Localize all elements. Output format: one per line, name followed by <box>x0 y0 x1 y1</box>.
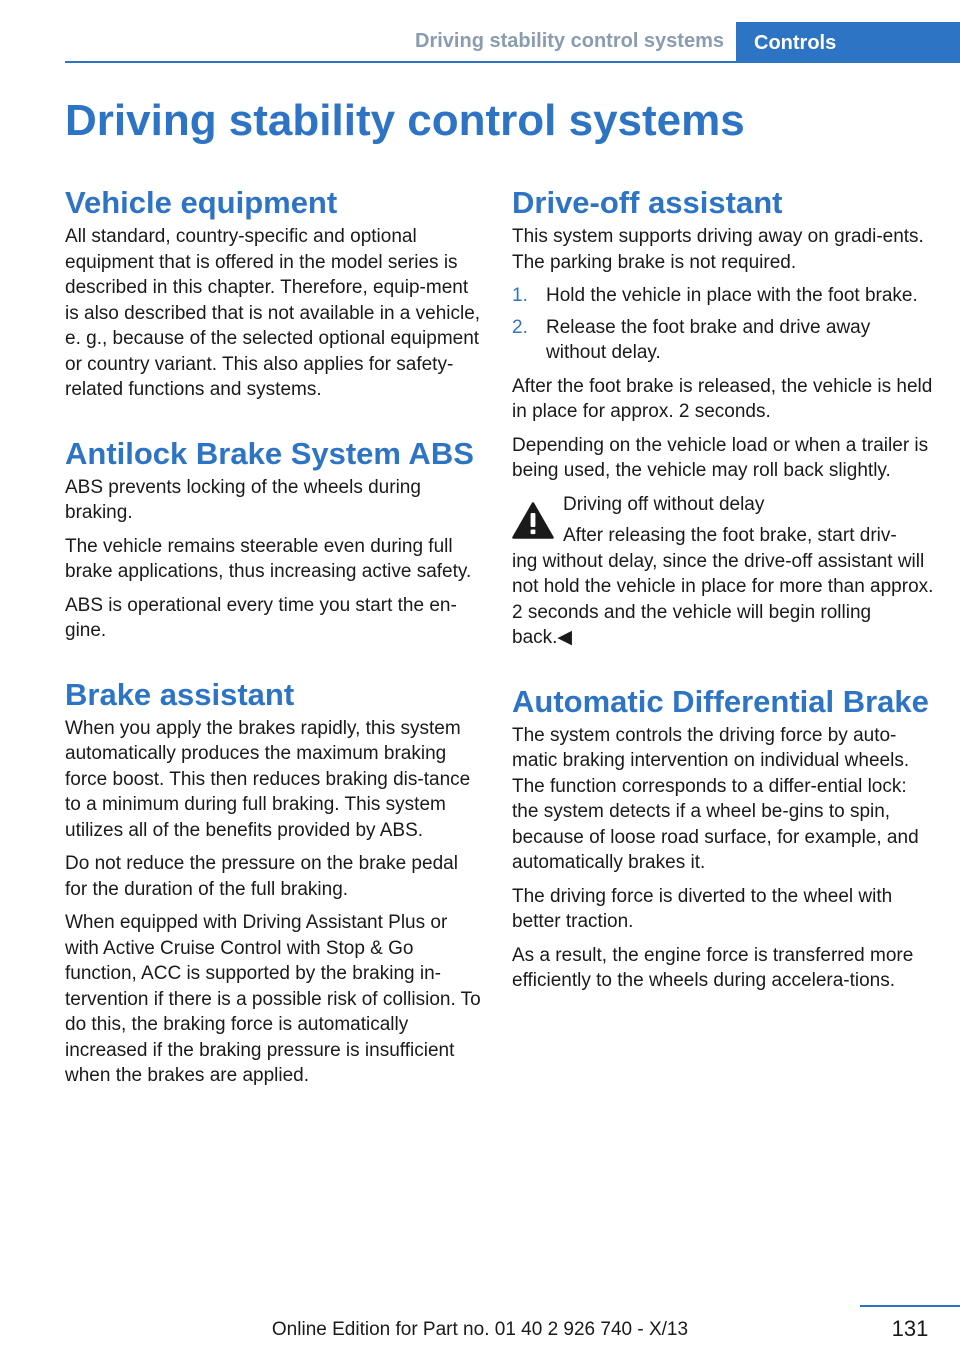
footer-rule <box>860 1305 960 1307</box>
list-item <box>512 283 934 309</box>
warning-text-first-line: After releasing the foot brake, start driv‐ <box>563 525 897 546</box>
heading-vehicle-equipment: Vehicle equipment <box>65 185 338 220</box>
warning-text: ing without delay, since the drive-off assistant will not hold the vehicle in place for more than approx. 2 seconds and the vehicle will begin rolling back.◀ <box>512 550 934 648</box>
section-brake-assistant <box>65 678 485 1089</box>
paragraph: Depending on the vehicle load or when a trailer is being used, the vehicle may roll back slightly. <box>512 434 929 481</box>
section-automatic-differential-brake <box>512 685 934 994</box>
step-number: 2. <box>512 316 528 338</box>
paragraph: This system supports driving away on gradi‐ents. The parking brake is not required. <box>512 226 924 273</box>
step-number: 1. <box>512 285 528 306</box>
running-header-section: Driving stability control systems <box>415 30 724 52</box>
left-column <box>65 186 485 1097</box>
running-header-chapter-tab: Controls <box>736 22 960 61</box>
paragraph: As a result, the engine force is transferred more efficiently to the wheels during accelera‐tions. <box>512 944 914 991</box>
section-vehicle-equipment <box>65 186 485 403</box>
header-rule <box>65 61 960 63</box>
step-text: Release the foot brake and drive away without delay. <box>546 316 871 363</box>
paragraph: The vehicle remains steerable even during full brake applications, thus increasing active safety. <box>65 535 472 582</box>
heading-brake-assistant: Brake assistant <box>65 676 295 712</box>
paragraph: When equipped with Driving Assistant Plus or with Active Cruise Control with Stop & Go function, ACC is supported by the braking in‐tervention if there is a possible risk of collision. To do this, the braking force is automatically increased if the braking pressure is insufficient when the brakes are applied. <box>65 912 481 1086</box>
paragraph: After the foot brake is released, the vehicle is held in place for approx. 2 seconds. <box>512 375 933 422</box>
paragraph: ABS prevents locking of the wheels during braking. <box>65 476 421 523</box>
paragraph: The driving force is diverted to the wheel with better traction. <box>512 885 893 932</box>
heading-automatic-differential-brake: Automatic Differential Brake <box>512 683 929 719</box>
paragraph: When you apply the brakes rapidly, this system automatically produces the maximum braking force boost. This then reduces braking dis‐tance to a minimum during full braking. This system utilizes all of the benefits provided by ABS. <box>65 717 471 841</box>
warning-title: Driving off without delay <box>563 493 765 515</box>
right-column <box>512 186 934 1002</box>
heading-drive-off-assistant: Drive-off assistant <box>512 185 783 220</box>
section-abs <box>65 437 485 644</box>
steps-list <box>512 283 934 366</box>
list-item <box>512 315 934 366</box>
section-drive-off-assistant <box>512 186 934 651</box>
page-title: Driving stability control systems <box>65 96 745 145</box>
paragraph: The system controls the driving force by auto‐matic braking intervention on individual wheels. The function corresponds to a differ‐ential lock: the system detects if a wheel be‐gins to spin, because of loose road surface, for example, and automatically brakes it. <box>512 724 919 873</box>
page-number: 131 <box>891 1316 929 1341</box>
paragraph: All standard, country-specific and optional equipment that is offered in the model series is described in this chapter. Therefore, equip‐ment is also described that is not available in a vehicle, e. g., because of the selected optional equipment or country variant. This also applies for safety-related functions and systems. <box>65 226 481 400</box>
warning-triangle-icon <box>512 502 554 544</box>
edition-note: Online Edition for Part no. 01 40 2 926 740 - X/13 <box>271 1319 689 1340</box>
paragraph: Do not reduce the pressure on the brake pedal for the duration of the full braking. <box>65 853 458 900</box>
step-text: Hold the vehicle in place with the foot brake. <box>546 285 918 306</box>
warning-note <box>512 492 934 651</box>
heading-abs: Antilock Brake System ABS <box>65 435 474 471</box>
paragraph: ABS is operational every time you start the en‐gine. <box>65 594 457 641</box>
